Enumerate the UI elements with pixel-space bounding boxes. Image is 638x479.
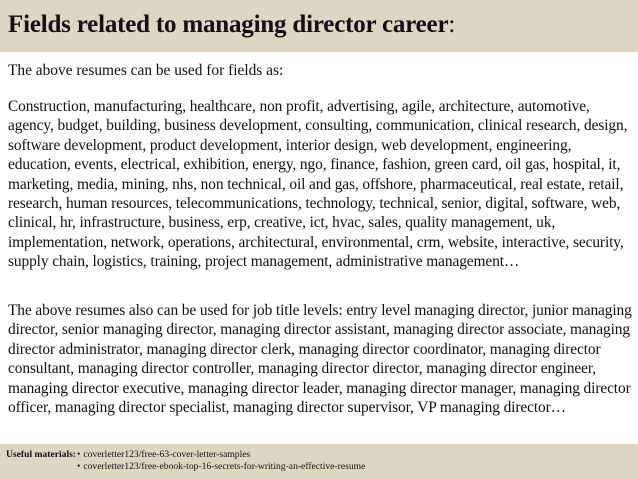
page-title-colon: : — [448, 11, 456, 38]
title-band — [0, 0, 638, 52]
footer-band — [0, 444, 638, 479]
footer-link-cover-letter-samples[interactable]: coverletter123/free-63-cover-letter-samples — [83, 449, 251, 460]
footer-label: Useful materials: — [6, 449, 77, 460]
fields-paragraph: Construction, manufacturing, healthcare, non profit, advertising, agile, architecture, automotive, agency, budget, building, business development, consulting, communication, clinical research, design, software development, product development, interior design, web development, engineering, education, events, electrical, exhibition, energy, ngo, finance, fashion, green card, oil gas, hospital, it, marketing, media, mining, nhs, non technical, oil and gas, offshore, pharmaceutical, real estate, retail, research, human resources, telecommunications, technology, technical, senior, digital, software, web, clinical, hr, infrastructure, business, erp, creative, ict, hvac, sales, quality management, uk, implementation, network, operations, architectural, environmental, crm, website, interactive, security, supply chain, logistics, training, project management, administrative management… — [8, 98, 628, 271]
job-titles-paragraph: The above resumes also can be used for job title levels: entry level managing director, junior managing director, senior managing director, managing director assistant, managing director associate, managing director administrator, managing director clerk, managing director coordinator, managing director consultant, managing director controller, managing director director, managing director engineer, managing director executive, managing director leader, managing director manager, managing director officer, managing director specialist, managing director supervisor, VP managing director… — [8, 302, 632, 417]
footer-indent — [6, 461, 77, 473]
bullet-icon: • — [77, 449, 81, 460]
footer-link-resume-ebook[interactable]: coverletter123/free-ebook-top-16-secrets-for-writing-an-effective-resume — [83, 461, 366, 472]
bullet-icon: • — [77, 461, 81, 472]
footer-row-2 — [6, 461, 638, 473]
intro-text: The above resumes can be used for fields as: — [8, 62, 284, 79]
footer-row-1 — [6, 449, 638, 461]
page-title-text: Fields related to managing director career — [8, 11, 449, 38]
page-title — [8, 10, 638, 40]
